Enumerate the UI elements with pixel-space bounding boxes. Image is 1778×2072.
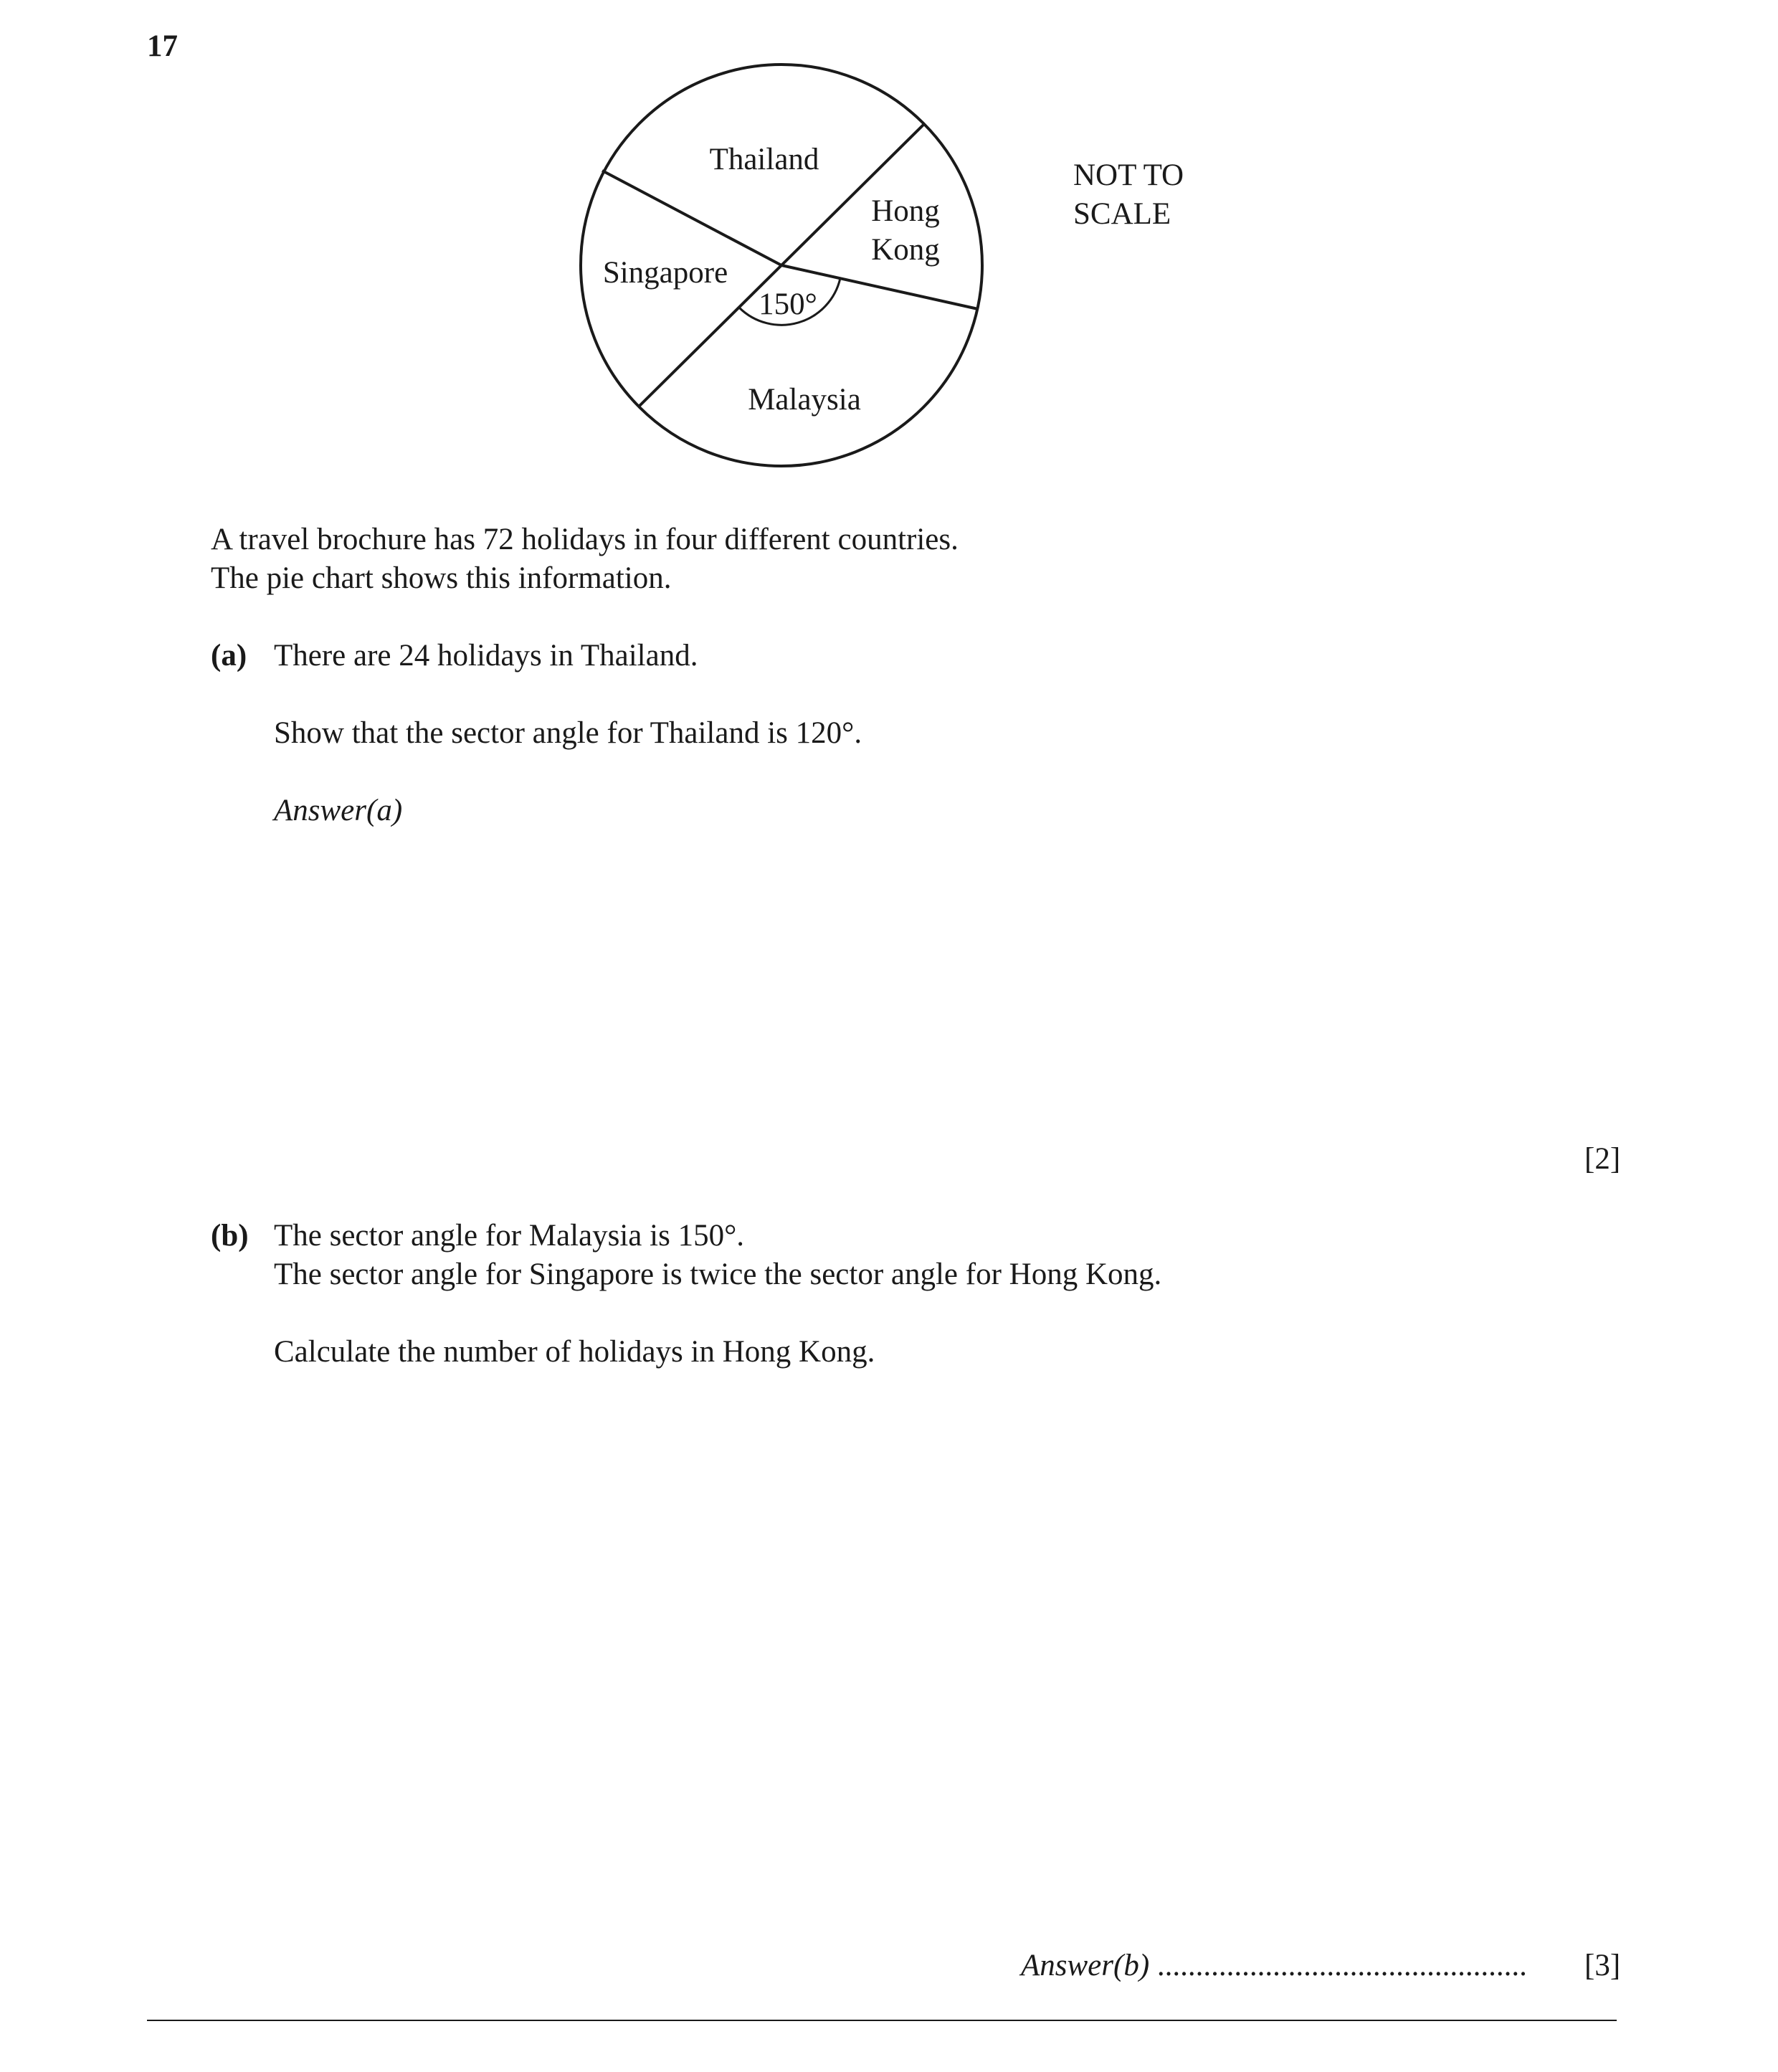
part-b-text-line-2: The sector angle for Singapore is twice the sector angle for Hong Kong. [274,1258,1162,1291]
question-number: 17 [147,29,178,63]
footer-rule [147,2020,1617,2021]
sector-label-kong: Kong [871,233,940,267]
marks-b: [3] [1584,1949,1621,1982]
sector-label-singapore: Singapore [602,256,728,290]
not-to-scale-line-2: SCALE [1073,197,1171,231]
pie-chart-diagram [559,50,1004,480]
not-to-scale-line-1: NOT TO [1073,158,1184,192]
part-a-text-line-2: Show that the sector angle for Thailand is 120°. [274,716,862,750]
part-b-text-line-3: Calculate the number of holidays in Hong Kong. [274,1335,875,1369]
sector-label-thailand: Thailand [709,143,819,176]
part-a-text-line-1: There are 24 holidays in Thailand. [274,639,698,673]
sector-label-malaysia: Malaysia [748,383,861,417]
sector-label-hong: Hong [871,194,940,228]
part-b-label: (b) [211,1219,249,1253]
not-to-scale-note [1073,156,1184,234]
intro-text-line-2: The pie chart shows this information. [211,561,672,595]
answer-b-label: Answer(b) [1021,1949,1150,1982]
answer-a-label: Answer(a) [274,794,403,827]
intro-text-line-1: A travel brochure has 72 holidays in four different countries. [211,523,959,556]
answer-b-field[interactable]: ................................................ [1156,1949,1527,1982]
angle-label: 150° [759,287,817,321]
sector-boundary-singapore-thailand [602,171,781,265]
marks-a: [2] [1584,1142,1621,1176]
answer-b-line [1021,1947,1527,1985]
part-b-text-line-1: The sector angle for Malaysia is 150°. [274,1219,745,1253]
part-a-label: (a) [211,639,247,673]
